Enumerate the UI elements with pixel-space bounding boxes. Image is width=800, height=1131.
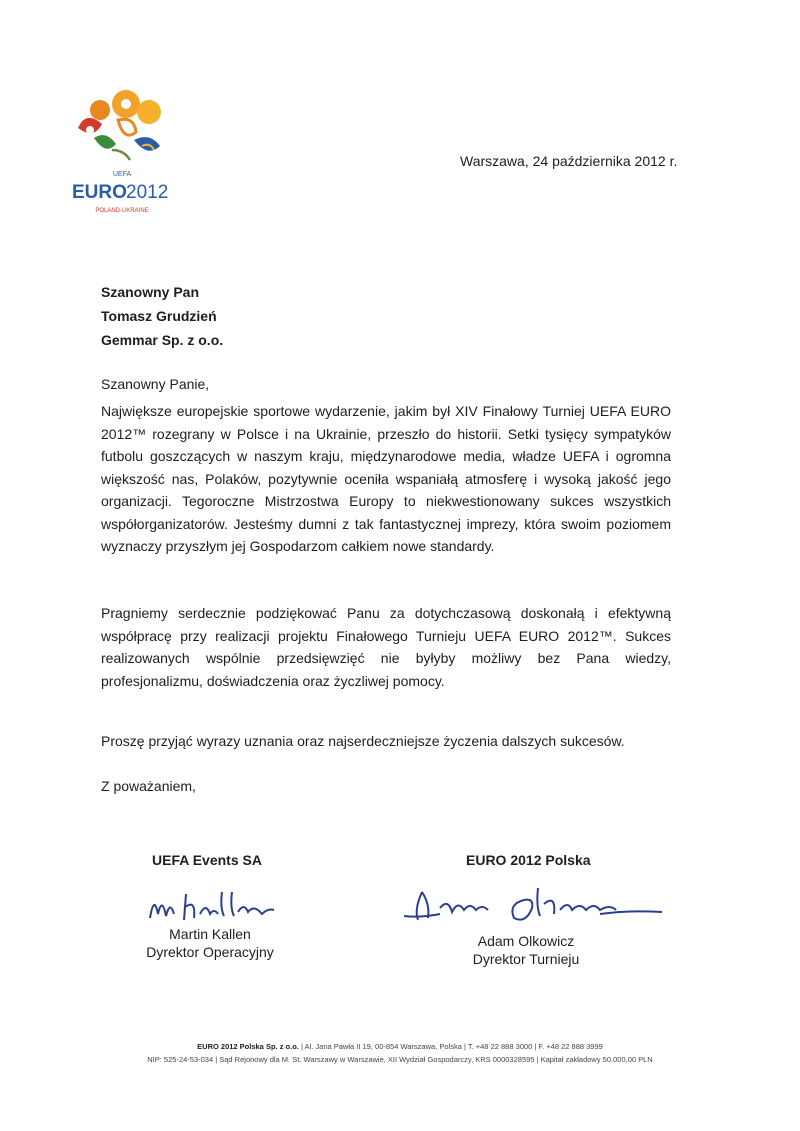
footer-company: EURO 2012 Polska Sp. z o.o. xyxy=(197,1042,299,1051)
signer-right-name: Adam Olkowicz xyxy=(477,933,575,949)
recipient-salutation: Szanowny Pan xyxy=(101,284,200,300)
letter-footer xyxy=(0,1040,800,1066)
body-paragraph-2: Pragniemy serdecznie podziękować Panu za dotychczasową doskonałą i efektywną współpracę przy realizacji projektu Finałowego Turnieju UEFA EURO 2012™. Sukces realizowanych wspólnie przedsięwzięć nie byłyby możliwy bez Pana wiedzy, profesjonalizmu, doświadczenia oraz życzliwej pomocy. xyxy=(101,605,671,689)
signer-right xyxy=(456,932,596,968)
letter-date: Warszawa, 24 października 2012 r. xyxy=(460,153,678,169)
letter-greeting: Szanowny Panie, xyxy=(101,376,210,392)
signature-olkowicz-icon xyxy=(400,880,670,930)
signer-left-role: Dyrektor Operacyjny xyxy=(146,944,274,960)
letter-closing: Z poważaniem, xyxy=(101,778,196,794)
footer-address: | Al. Jana Pawła II 19, 00-854 Warszawa, Polska | T. +48 22 888 3000 | F. +48 22 888 3999 xyxy=(298,1042,603,1051)
logo-year: 2012 xyxy=(126,182,169,203)
signer-left-name: Martin Kallen xyxy=(169,926,251,942)
signature-right xyxy=(400,880,670,930)
recipient-block xyxy=(101,280,223,352)
logo-org: UEFA xyxy=(112,171,132,178)
signer-right-role: Dyrektor Turnieju xyxy=(472,951,580,967)
euro2012-emblem-icon xyxy=(64,80,184,220)
footer-line-2: NIP: 525-24-53-034 | Sąd Rejonowy dla M. St. Warszawy w Warszawie, XII Wydział Gospodarczy, KRS 0000328595 | Kapitał zakładowy 50.000,00 PLN xyxy=(147,1055,653,1064)
logo-euro: EURO xyxy=(72,182,127,203)
body-paragraph-1: Największe europejskie sportowe wydarzenie, jakim był XIV Finałowy Turniej UEFA EURO 2012™ rozegrany w Polsce i na Ukrainie, przeszło do historii. Setki tysięcy sympatyków futbolu goszczących w naszym kraju, międzynarodowe media, władze UEFA i ogromna większość nas, Polaków, pozytywnie oceniła wspaniałą atmosferę i wysoką jakość jego organizacji. Tegoroczne Mistrzostwa Europy to niekwestionowany sukces wszystkich współorganizatorów. Jesteśmy dumni z tak fantastycznej imprezy, która swoim poziomem wyznaczy przyszłym jej Gospodarzom całkiem nowe standardy. xyxy=(101,403,671,554)
signer-left xyxy=(140,925,280,961)
logo-subtitle: POLAND-UKRAINE xyxy=(95,208,149,214)
body-paragraph-3: Proszę przyjąć wyrazy uznania oraz najserdeczniejsze życzenia dalszych sukcesów. xyxy=(101,733,625,749)
signatory-org-right: EURO 2012 Polska xyxy=(466,852,591,868)
euro2012-logo xyxy=(64,80,184,220)
footer-line-1 xyxy=(0,1040,800,1053)
recipient-name: Tomasz Grudzień xyxy=(101,308,217,324)
signatory-org-left: UEFA Events SA xyxy=(152,852,262,868)
recipient-company: Gemmar Sp. z o.o. xyxy=(101,332,224,348)
